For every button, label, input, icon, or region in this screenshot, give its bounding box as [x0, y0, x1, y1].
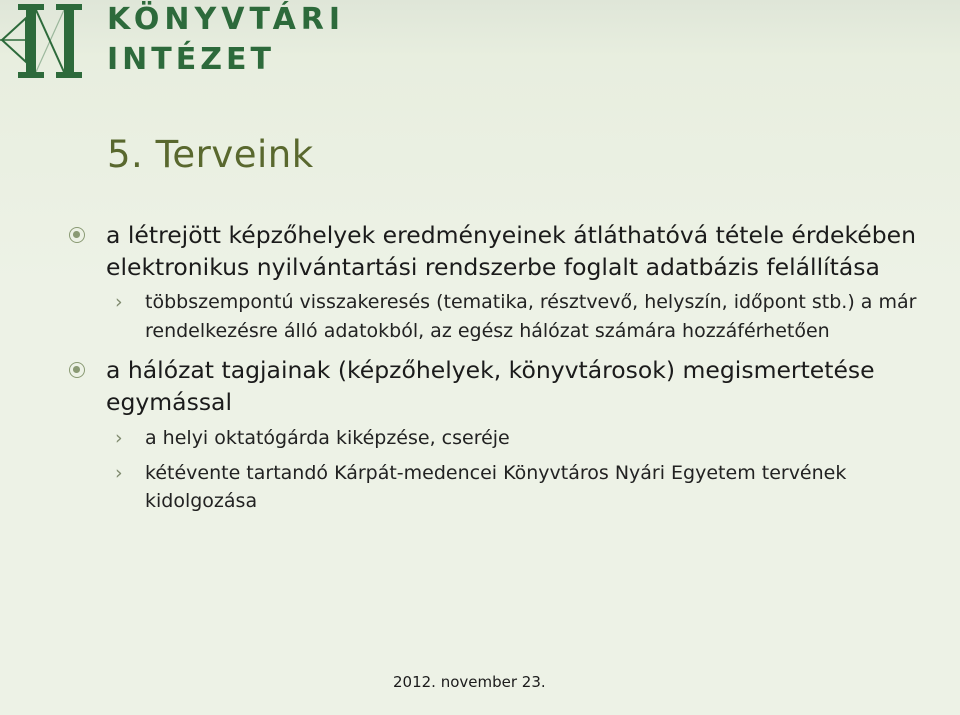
- bullet-item: [65, 219, 945, 283]
- slide-content: [65, 219, 945, 516]
- bullet-group-1: [65, 219, 945, 345]
- logo-text-line2: INTÉZET: [107, 42, 275, 77]
- bullet-group-2: [65, 354, 945, 516]
- library-institute-logo: [0, 0, 346, 85]
- slide-title: 5. Terveink: [107, 133, 314, 176]
- footer-date: 2012. november 23.: [393, 673, 546, 691]
- logo-emblem-icon: [0, 0, 110, 85]
- bullet-text: a hálózat tagjainak (képzőhelyek, könyvtárosok) megismertetése egymással: [106, 356, 875, 416]
- chevron-right-icon: ›: [115, 291, 123, 313]
- sub-bullet-text: kétévente tartandó Kárpát-medencei Könyvtáros Nyári Egyetem tervének kidolgozása: [145, 461, 847, 512]
- circle-bullet-icon: [69, 362, 85, 378]
- sub-bullet-item: [65, 459, 945, 516]
- logo-text-line1: KÖNYVTÁRI: [107, 2, 346, 37]
- circle-bullet-icon: [69, 227, 85, 243]
- sub-bullet-item: [65, 288, 945, 345]
- bullet-item: [65, 354, 945, 418]
- sub-bullet-text: többszempontú visszakeresés (tematika, résztvevő, helyszín, időpont stb.) a már rendelkezésre álló adatokból, az egész hálózat számára hozzáférhetően: [145, 291, 917, 342]
- sub-bullet-item: [65, 424, 945, 453]
- chevron-right-icon: ›: [115, 427, 123, 449]
- sub-bullet-text: a helyi oktatógárda kiképzése, cseréje: [145, 427, 510, 449]
- chevron-right-icon: ›: [115, 461, 123, 484]
- bullet-text: a létrejött képzőhelyek eredményeinek átláthatóvá tétele érdekében elektronikus nyilvántartási rendszerbe foglalt adatbázis felállítása: [106, 221, 917, 281]
